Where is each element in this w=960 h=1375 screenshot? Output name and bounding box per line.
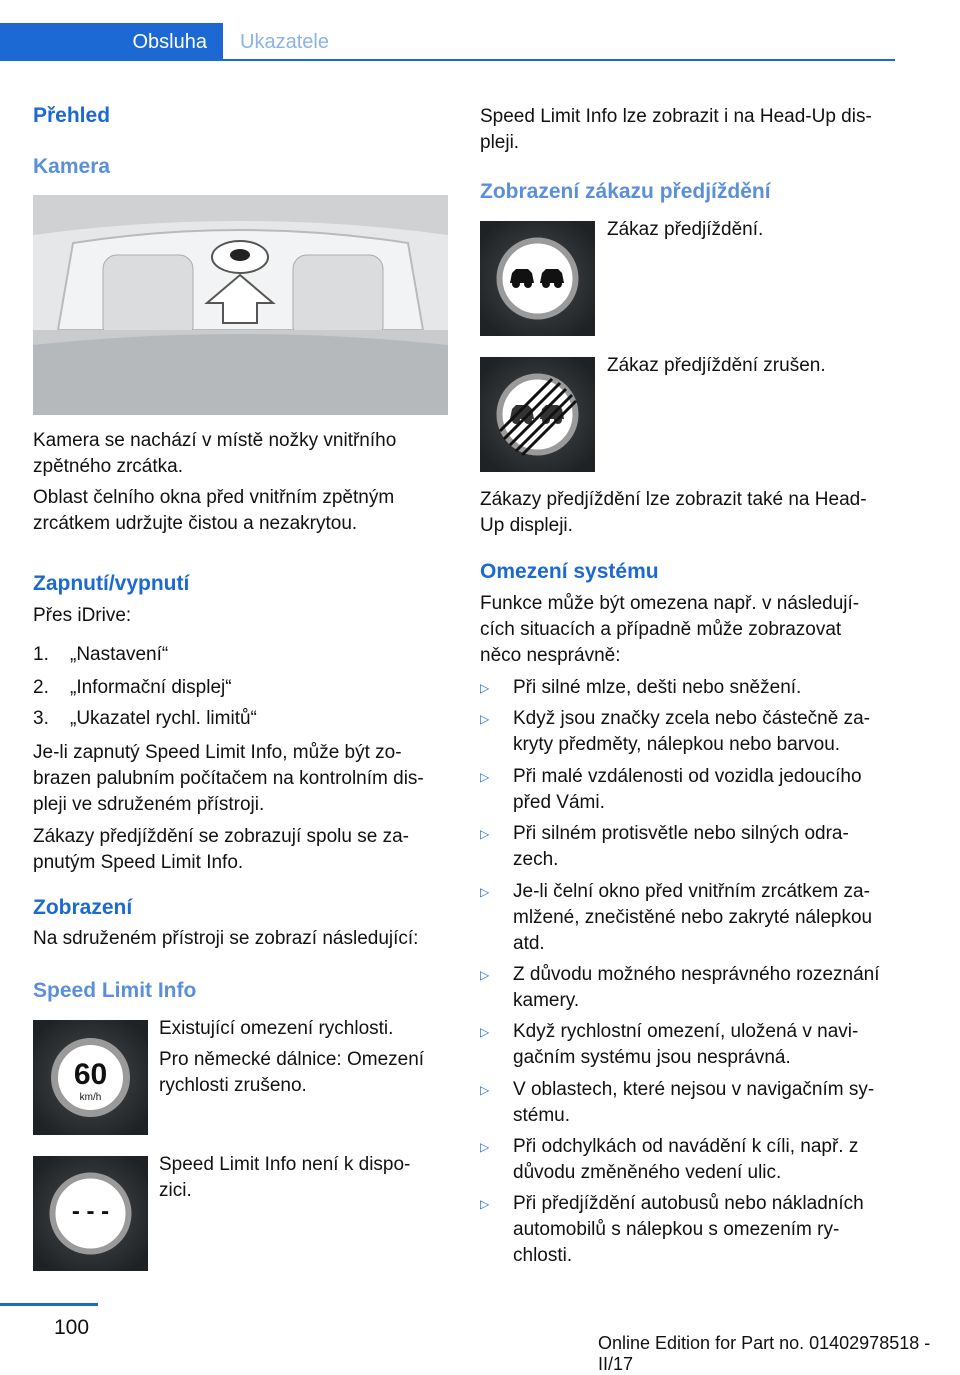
step-text: „Nastavení“ [70, 644, 169, 665]
onoff-paragraph-1: Je-li zapnutý Speed Limit Info, může být zo- brazen palubním počítačem na kontrolním dis- pleji ve sdruženém přístroji. [33, 742, 424, 815]
step-number: 2. [33, 677, 49, 698]
heading-system-limits: Omezení systému [480, 560, 659, 583]
tab-underline [223, 59, 895, 61]
bullet-triangle-icon: ▷ [480, 681, 490, 695]
bullet-triangle-icon: ▷ [480, 1083, 490, 1097]
footer-rule [0, 1303, 98, 1306]
sli-text-2: Pro německé dálnice: Omezení rychlosti zrušeno. [159, 1049, 425, 1096]
step-number: 3. [33, 708, 49, 729]
no-overtaking-end-sign [480, 357, 595, 472]
camera-paragraph-2: Oblast čelního okna před vnitřním zpětným zrcátkem udržujte čistou a nezakrytou. [33, 487, 395, 534]
heading-display: Zobrazení [33, 896, 133, 919]
bullet-triangle-icon: ▷ [480, 885, 490, 899]
bullet-triangle-icon: ▷ [480, 770, 490, 784]
bullet-triangle-icon: ▷ [480, 1197, 490, 1211]
step-item [33, 642, 448, 668]
hud-paragraph: Speed Limit Info lze zobrazit i na Head-Up dis- pleji. [480, 106, 872, 153]
step-item [33, 675, 448, 701]
bullet-triangle-icon: ▷ [480, 1025, 490, 1039]
overtake-text-1: Zákaz předjíždění. [607, 219, 764, 240]
tab-obsluha[interactable]: Obsluha [0, 23, 223, 61]
overtake-text-2: Zákaz předjíždění zrušen. [607, 355, 826, 376]
sli-text-3: Speed Limit Info není k dispo- zici. [159, 1154, 411, 1201]
speed-limit-60-sign [33, 1020, 148, 1135]
step-number: 1. [33, 644, 49, 665]
sign-dash-text: - - - [71, 1198, 110, 1225]
limits-paragraph: Funkce může být omezena např. v následují- cích situacích a případně může zobrazovat něco nesprávně: [480, 593, 860, 666]
bullet-triangle-icon: ▷ [480, 827, 490, 841]
speed-limit-unavailable-sign [33, 1156, 148, 1271]
bullet-triangle-icon: ▷ [480, 712, 490, 726]
bullet-triangle-icon: ▷ [480, 1140, 490, 1154]
step-text: „Informační displej“ [70, 677, 232, 698]
sign-60-unit: km/h [79, 1092, 102, 1103]
steps-list [33, 642, 448, 729]
step-item [33, 706, 448, 732]
sli-text-1: Existující omezení rychlosti. [159, 1018, 394, 1039]
no-overtaking-sign [480, 221, 595, 336]
edition-note: Online Edition for Part no. 01402978518 - II/17 [598, 1333, 931, 1374]
overtake-hud-paragraph: Zákazy předjíždění lze zobrazit také na Head- Up displeji. [480, 489, 867, 536]
step-text: „Ukazatel rychl. limitů“ [70, 708, 257, 729]
bullet-triangle-icon: ▷ [480, 968, 490, 982]
sign-60-number: 60 [73, 1058, 108, 1091]
heading-overview: Přehled [33, 104, 111, 127]
camera-paragraph-1: Kamera se nachází v místě nožky vnitřního zpětného zrcátka. [33, 430, 397, 477]
heading-speed-limit-info: Speed Limit Info [33, 979, 197, 1002]
page-number: 100 [54, 1316, 90, 1339]
header-tabs [0, 23, 895, 61]
tab-ukazatele[interactable]: Ukazatele [240, 31, 329, 53]
camera-location-illustration [33, 195, 448, 415]
via-idrive: Přes iDrive: [33, 605, 132, 626]
limits-bullet-list: ▷ Při silné mlze, dešti nebo sněžení. ▷ Když jsou značky zcela nebo částečně za- kryty předměty, nálepkou nebo barvou. ▷ Při malé vzdálenosti od vozidla jedoucího před Vámi. ▷ Při silném protisvětle nebo silných odra- zech. ▷ Je-li čelní okno před vnitřním zrcátkem za- mlžené, znečistěné nebo zakryté nálepkou atd. ▷ Z důvodu možného nesprávného rozeznání kamery. ▷ Když rychlostní omezení, uložená v navi- gačním systému jsou nesprávná. ▷ V oblastech, které nejsou v navigačním sy- stému. ▷ Při odchylkách od navádění k cíli, např. z důvodu změněného vedení ulic. ▷ Při předjíždění autobusů nebo nákladních automobilů s nálepkou s omezením ry- chlosti. [480, 677, 880, 1266]
display-paragraph: Na sdruženém přístroji se zobrazí následující: [33, 928, 419, 949]
heading-overtaking-display: Zobrazení zákazu předjíždění [480, 180, 771, 203]
heading-on-off: Zapnutí/vypnutí [33, 572, 190, 595]
onoff-paragraph-2: Zákazy předjíždění se zobrazují spolu se za- pnutým Speed Limit Info. [33, 826, 409, 873]
heading-camera: Kamera [33, 155, 111, 178]
